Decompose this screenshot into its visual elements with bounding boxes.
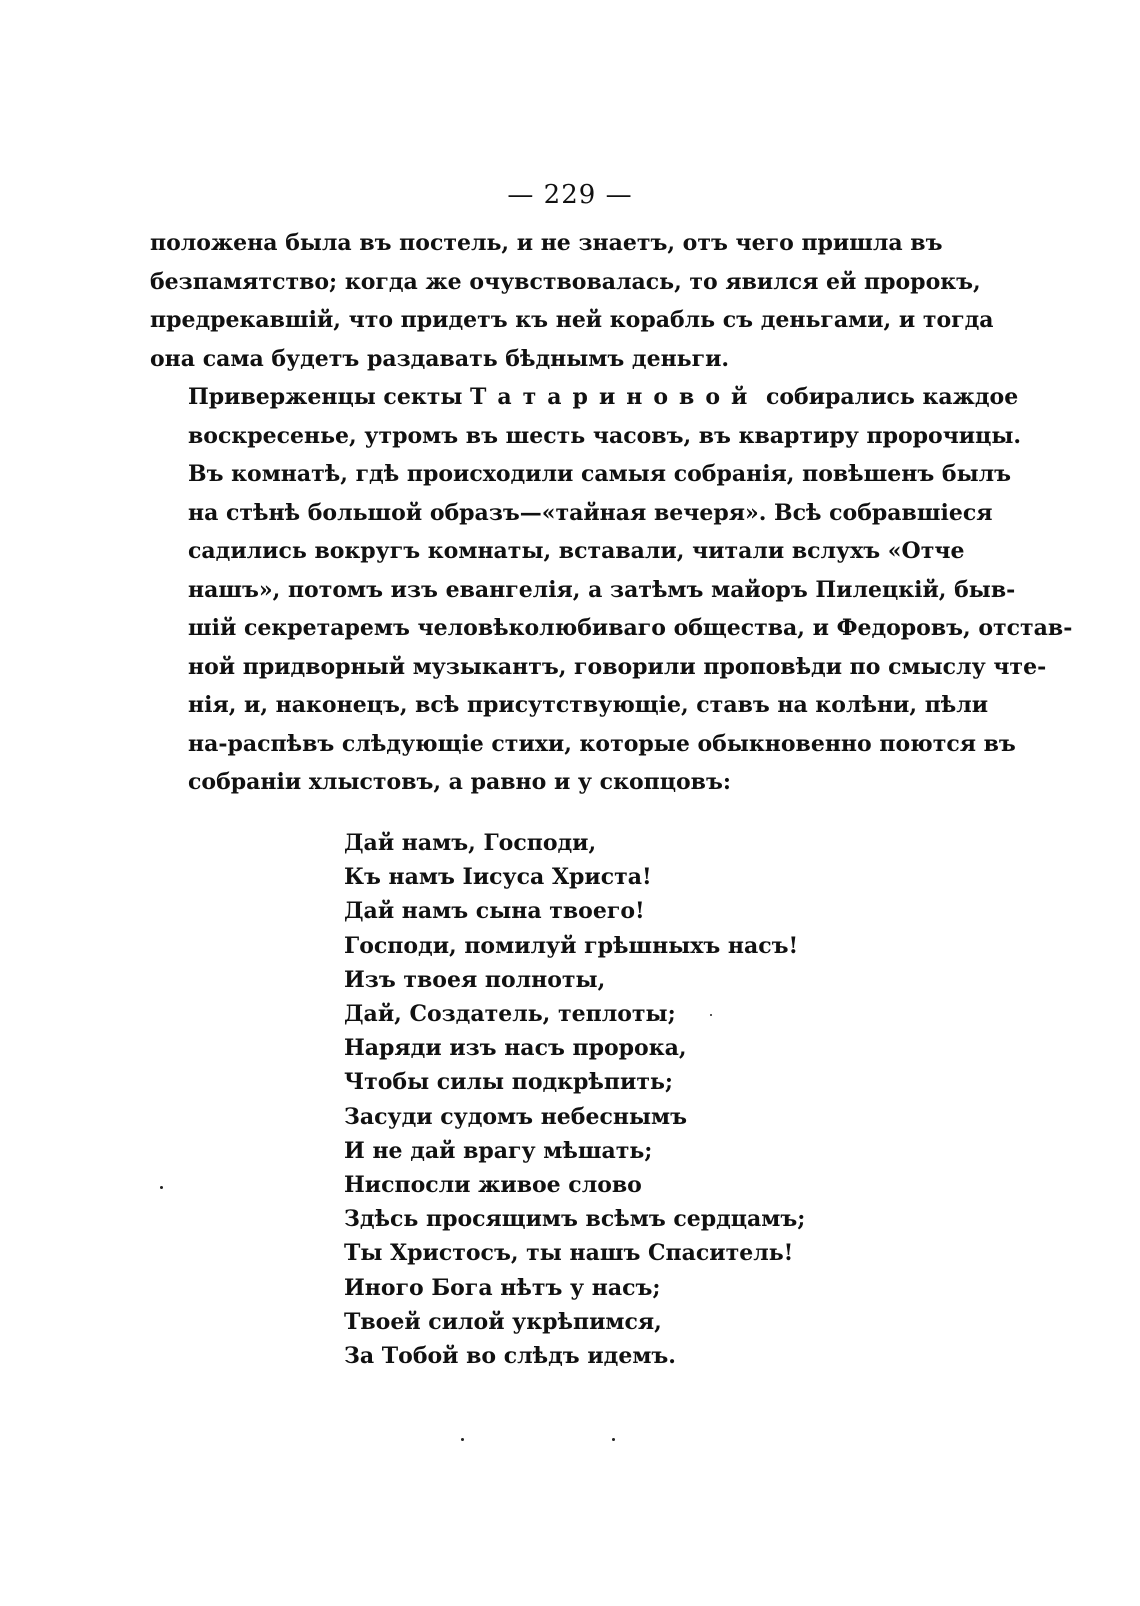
page-number: — 229 — <box>507 180 633 210</box>
verse-line: За Тобой во слѣдъ идемъ. <box>344 1343 676 1370</box>
verse-line: Наряди изъ насъ пророка, <box>344 1035 687 1062</box>
print-speck <box>612 1438 615 1441</box>
text-line <box>150 378 1019 417</box>
verse-line: Иного Бога нѣтъ у насъ; <box>344 1274 661 1301</box>
paragraph-3 <box>150 455 1073 802</box>
verse-line: Ниспосли живое слово <box>344 1172 642 1199</box>
print-speck <box>710 1014 712 1016</box>
text-line: безпамятство; когда же очувствовалась, то явился ей пророкъ, <box>150 268 981 295</box>
text-line: воскресенье, утромъ въ шесть часовъ, въ квартиру пророчицы. <box>188 422 1022 449</box>
body-text <box>150 224 1073 802</box>
verse-line: Здѣсь просящимъ всѣмъ сердцамъ; <box>344 1206 806 1233</box>
text-line: на-распѣвъ слѣдующіе стихи, которые обыкновенно поются въ <box>188 730 1016 757</box>
text-line: нашъ», потомъ изъ евангелія, а затѣмъ майоръ Пилецкій, быв- <box>188 576 1016 603</box>
print-speck <box>461 1438 464 1441</box>
verse-line: Засуди судомъ небеснымъ <box>344 1103 688 1130</box>
print-speck <box>160 1186 163 1189</box>
poem <box>344 826 805 1373</box>
verse-line: Дай, Создатель, теплоты; <box>344 1001 676 1028</box>
verse-line: Чтобы силы подкрѣпить; <box>344 1069 674 1096</box>
text-line: собраніи хлыстовъ, а равно и у скопцовъ: <box>188 769 731 795</box>
sect-name: Татариновой <box>470 384 759 410</box>
verse-line: Ты Христосъ, ты нашъ Спаситель! <box>344 1240 794 1267</box>
text-fragment: Приверженцы секты <box>188 384 471 410</box>
text-line: она сама будетъ раздавать бѣднымъ деньги. <box>150 345 730 372</box>
text-line: предрекавшій, что придетъ къ ней корабль съ деньгами, и тогда <box>150 307 994 333</box>
verse-line: И не дай врагу мѣшать; <box>344 1137 653 1164</box>
text-line: садились вокругъ комнаты, вставали, читали вслухъ «Отче <box>188 538 965 564</box>
text-line: ной придворный музыкантъ, говорили проповѣди по смыслу чте- <box>188 653 1047 680</box>
text-line: положена была въ постель, и не знаетъ, отъ чего пришла въ <box>150 230 943 256</box>
verse-line: Къ намъ Іисуса Христа! <box>344 864 652 891</box>
verse-line: Дай намъ, Господи, <box>344 830 597 856</box>
verse-line: Твоей силой укрѣпимся, <box>344 1308 662 1335</box>
text-fragment: собирались каждое <box>758 384 1019 410</box>
text-line: шій секретаремъ человѣколюбиваго общества, и Федоровъ, отстав- <box>188 615 1073 641</box>
text-line: на стѣнѣ большой образъ—«тайная вечеря». Всѣ собравшіеся <box>188 499 993 526</box>
paragraph-1 <box>150 224 994 378</box>
text-line: нія, и, наконецъ, всѣ присутствующіе, ставъ на колѣни, пѣли <box>188 692 989 718</box>
paragraph-2 <box>150 378 1022 455</box>
text-line: Въ комнатѣ, гдѣ происходили самыя собранія, повѣшенъ былъ <box>188 461 1012 487</box>
verse-line: Дай намъ сына твоего! <box>344 898 645 925</box>
verse-line: Господи, помилуй грѣшныхъ насъ! <box>344 932 799 959</box>
verse-line: Изъ твоея полноты, <box>344 966 606 993</box>
